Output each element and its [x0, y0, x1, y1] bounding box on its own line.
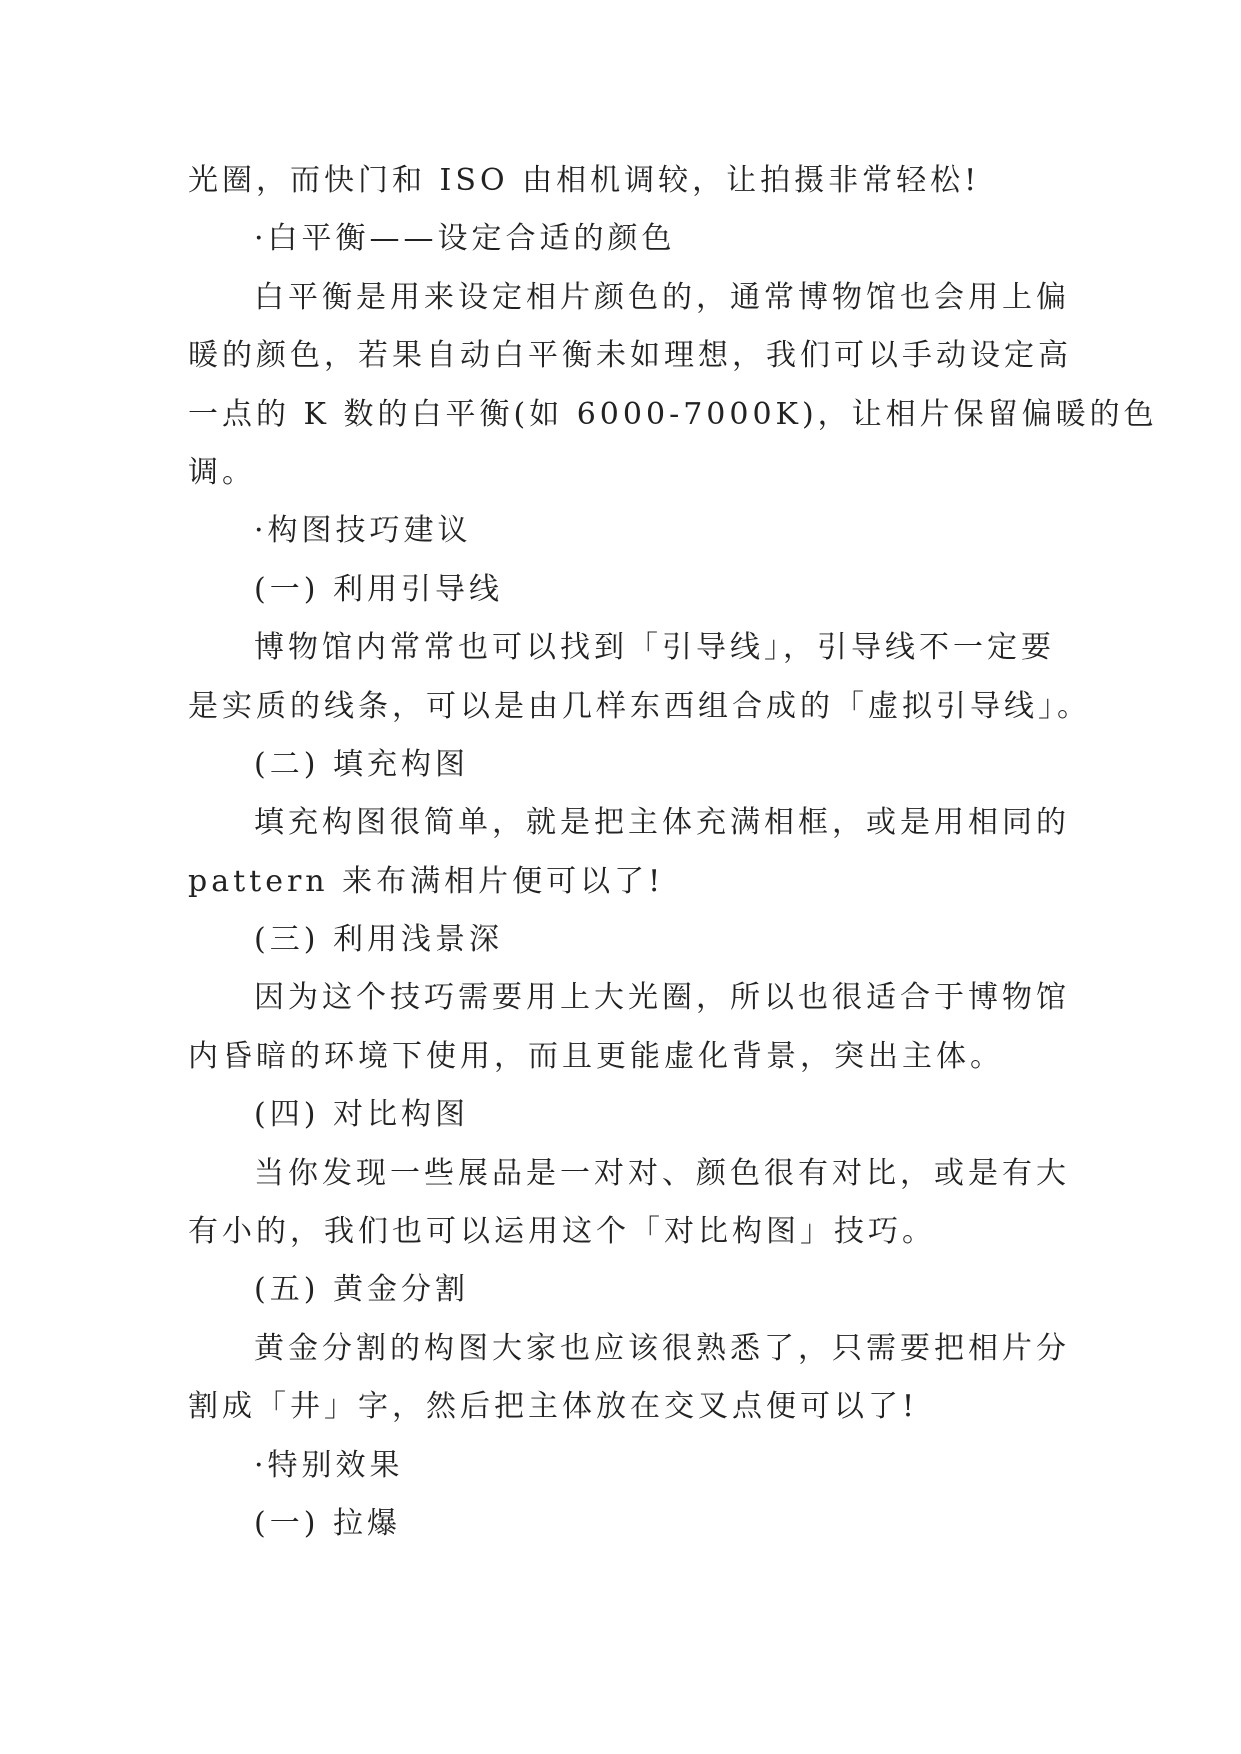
text-line: 是实质的线条，可以是由几样东西组合成的「虚拟引导线」。 — [188, 688, 1091, 724]
text-line: 当你发现一些展品是一对对、颜色很有对比，或是有大 — [254, 1155, 1070, 1191]
section-heading-white-balance: ·白平衡——设定合适的颜色 — [254, 221, 676, 257]
subheading-golden-ratio: (五) 黄金分割 — [254, 1272, 469, 1308]
text-line: 一点的 K 数的白平衡(如 6000-7000K)，让相片保留偏暖的色 — [188, 396, 1158, 432]
text-line: pattern 来布满相片便可以了! — [188, 863, 665, 899]
text-line: 白平衡是用来设定相片颜色的，通常博物馆也会用上偏 — [254, 279, 1070, 315]
subheading-leading-lines: (一) 利用引导线 — [254, 571, 503, 607]
text-line: 因为这个技巧需要用上大光圈，所以也很适合于博物馆 — [254, 980, 1070, 1016]
text-line: 填充构图很简单，就是把主体充满相框，或是用相同的 — [254, 805, 1070, 841]
text-line: 有小的，我们也可以运用这个「对比构图」技巧。 — [188, 1214, 936, 1250]
text-line: 割成「井」字，然后把主体放在交叉点便可以了! — [188, 1389, 919, 1425]
text-line: 黄金分割的构图大家也应该很熟悉了，只需要把相片分 — [254, 1330, 1070, 1366]
text-line: 暖的颜色，若果自动白平衡未如理想，我们可以手动设定高 — [188, 338, 1072, 374]
section-heading-special-effects: ·特别效果 — [254, 1447, 404, 1483]
text-line: 内昏暗的环境下使用，而且更能虚化背景，突出主体。 — [188, 1038, 1004, 1074]
subheading-shallow-depth: (三) 利用浅景深 — [254, 922, 503, 958]
text-line: 调。 — [188, 454, 256, 490]
subheading-fill-frame: (二) 填充构图 — [254, 746, 469, 782]
subheading-zoom-burst: (一) 拉爆 — [254, 1505, 401, 1541]
text-line: 博物馆内常常也可以找到「引导线」，引导线不一定要 — [254, 630, 1055, 666]
text-line: 光圈，而快门和 ISO 由相机调较，让拍摄非常轻松! — [188, 163, 981, 198]
subheading-contrast: (四) 对比构图 — [254, 1097, 469, 1133]
document-body — [188, 152, 1158, 1553]
section-heading-composition: ·构图技巧建议 — [254, 513, 472, 549]
